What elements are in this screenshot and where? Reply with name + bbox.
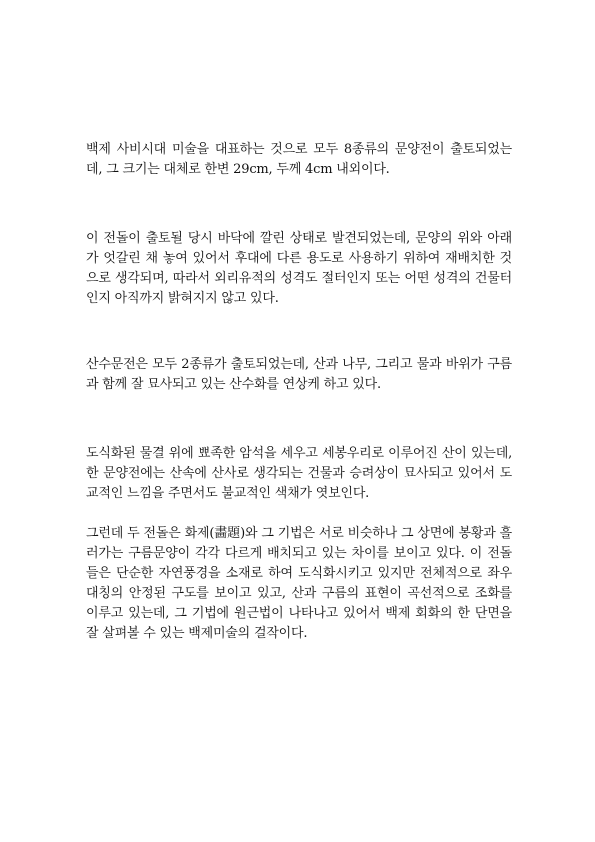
paragraph-excavation-context: 이 전돌이 출토될 당시 바닥에 깔린 상태로 발견되었는데, 문양의 위와 아래가 엇갈린 채 놓여 있어서 후대에 다른 용도로 사용하기 위하여 재배치한 것으로 생각되며, 따라서 외리유적의 성격도 절터인지 또는 어떤 성격의 건물터인지 아직까지 밝혀지지 않고 있다. xyxy=(86,231,512,306)
paragraph-tile-dimensions: 백제 사비시대 미술을 대표하는 것으로 모두 8종류의 문양전이 출토되었는데, 그 크기는 대체로 한변 29cm, 두께 4cm 내외이다. xyxy=(86,142,512,177)
paragraph-landscape-tiles: 산수문전은 모두 2종류가 출토되었는데, 산과 나무, 그리고 물과 바위가 구름과 함께 잘 묘사되고 있는 산수화를 연상케 하고 있다. xyxy=(86,357,512,392)
paragraph-tile-description: 도식화된 물결 위에 뾰족한 암석을 세우고 세봉우리로 이루어진 산이 있는데, 한 문양전에는 산속에 산사로 생각되는 건물과 승려상이 묘사되고 있어서 도교적인 느낌을 주면서도 불교적인 색채가 엿보인다. xyxy=(86,446,512,501)
paragraph-tile-comparison: 그런데 두 전돌은 화제(畵題)와 그 기법은 서로 비슷하나 그 상면에 봉황과 흘러가는 구름문양이 각각 다르게 배치되고 있는 차이를 보이고 있다. 이 전돌들은 단순한 자연풍경을 소재로 하여 도식화시키고 있지만 전체적으로 좌우대칭의 안정된 구도를 보이고 있고, 산과 구름의 표현이 곡선적으로 조화를 이루고 있는데, 그 기법에 원근법이 나타나고 있어서 백제 회화의 한 단면을 잘 살펴볼 수 있는 백제미술의 걸작이다. xyxy=(86,526,512,641)
